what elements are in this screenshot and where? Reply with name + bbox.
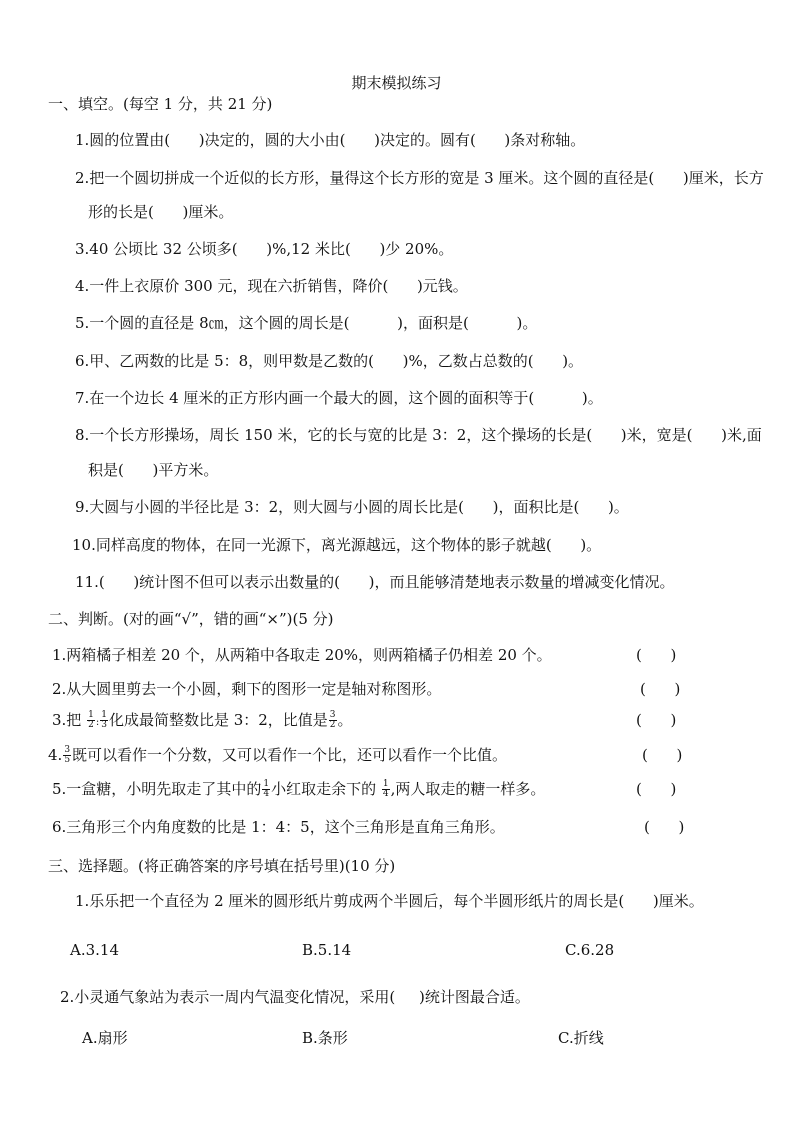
fraction [100, 711, 108, 730]
item-text: 小红取走余下的 [271, 780, 381, 798]
item-text: 4. [48, 746, 63, 764]
fill-blank-item: 1.圆的位置由( )决定的，圆的大小由( )决定的。圆有( )条对称轴。 [75, 131, 586, 149]
fraction [262, 780, 270, 799]
fraction-denominator: 2 [88, 719, 94, 730]
fraction-denominator: 5 [64, 754, 71, 765]
choice-question: 1.乐乐把一个直径为 2 厘米的圆形纸片剪成两个半圆后，每个半圆形纸片的周长是( )厘米。 [75, 892, 704, 910]
fill-blank-item: 10.同样高度的物体，在同一光源下，离光源越远，这个物体的影子就越( )。 [72, 536, 602, 554]
choice-option-b: B.5.14 [302, 941, 352, 959]
fill-blank-item: 2.把一个圆切拼成一个近似的长方形，量得这个长方形的宽是 3 厘米。这个圆的直径是( )厘米，长方 [75, 169, 764, 187]
fraction-denominator: 4 [382, 788, 389, 799]
fill-blank-item: 11.( )统计图不但可以表示出数量的( )，而且能够清楚地表示数量的增减变化情况。 [75, 573, 675, 591]
choice-option-a: A.3.14 [70, 941, 119, 959]
fill-blank-item: 3.40 公顷比 32 公顷多( )%,12 米比( )少 20%。 [75, 240, 454, 258]
page-title: 期末模拟练习 [351, 74, 442, 92]
choice-option-c: C.6.28 [565, 941, 615, 959]
answer-bracket: ( ) [642, 746, 683, 764]
fraction-numerator: 3 [329, 709, 336, 720]
choice-option-a: A.扇形 [82, 1029, 128, 1047]
fraction-numerator: 1 [88, 709, 94, 720]
judgement-item: 2.从大圆里剪去一个小圆，剩下的图形一定是轴对称图形。 [52, 680, 442, 698]
choice-option-c: C.折线 [558, 1029, 604, 1047]
answer-bracket: ( ) [636, 711, 677, 729]
fraction [382, 780, 390, 799]
fraction-denominator: 3 [101, 719, 107, 730]
fill-blank-item: 5.一个圆的直径是 8㎝，这个圆的周长是( )，面积是( )。 [75, 314, 538, 332]
choice-question: 2.小灵通气象站为表示一周内气温变化情况，采用( )统计图最合适。 [60, 988, 530, 1006]
item-text: 化成最简整数比是 3：2，比值是 [108, 711, 328, 729]
fill-blank-item-continued: 形的长是( )厘米。 [88, 203, 234, 221]
judgement-item: 6.三角形三个内角度数的比是 1：4：5，这个三角形是直角三角形。 [52, 818, 505, 836]
fraction-numerator: 1 [382, 778, 389, 789]
section-heading: 二、判断。(对的画“√”，错的画“×”)(5 分) [48, 610, 334, 628]
fraction [329, 711, 337, 730]
fill-blank-item: 9.大圆与小圆的半径比是 3：2，则大圆与小圆的周长比是( )，面积比是( )。 [75, 498, 629, 516]
answer-bracket: ( ) [636, 646, 677, 664]
item-text: 。 [337, 711, 353, 729]
fill-blank-item-continued: 积是( )平方米。 [88, 461, 219, 479]
item-text: ,两人取走的糖一样多。 [390, 780, 546, 798]
fraction [87, 711, 95, 730]
answer-bracket: ( ) [644, 818, 685, 836]
judgement-item: 1.两箱橘子相差 20 个，从两箱中各取走 20%，则两箱橘子仍相差 20 个。 [52, 646, 552, 664]
item-text: 既可以看作一个分数，又可以看作一个比，还可以看作一个比值。 [72, 746, 508, 764]
answer-bracket: ( ) [636, 780, 677, 798]
answer-bracket: ( ) [640, 680, 681, 698]
fraction-numerator: 1 [101, 709, 107, 720]
section-heading: 一、填空。(每空 1 分，共 21 分) [48, 95, 273, 113]
fraction [63, 746, 71, 765]
fraction-numerator: 1 [263, 778, 270, 789]
judgement-item [52, 779, 545, 799]
fill-blank-item: 6.甲、乙两数的比是 5：8，则甲数是乙数的( )%，乙数占总数的( )。 [75, 352, 584, 370]
item-text: 5.一盒糖，小明先取走了其中的 [52, 780, 262, 798]
choice-option-b: B.条形 [302, 1029, 348, 1047]
ratio-colon: : [95, 717, 100, 728]
judgement-item [52, 710, 353, 730]
judgement-item [48, 745, 507, 765]
item-text: 3.把 [52, 711, 87, 729]
fill-blank-item: 8.一个长方形操场，周长 150 米，它的长与宽的比是 3：2，这个操场的长是( )米，宽是( )米,面 [75, 426, 762, 444]
fill-blank-item: 4.一件上衣原价 300 元，现在六折销售，降价( )元钱。 [75, 277, 468, 295]
fill-blank-item: 7.在一个边长 4 厘米的正方形内画一个最大的圆，这个圆的面积等于( )。 [75, 389, 603, 407]
fraction-denominator: 2 [329, 719, 336, 730]
section-heading: 三、选择题。(将正确答案的序号填在括号里)(10 分) [48, 857, 396, 875]
fraction-denominator: 4 [263, 788, 270, 799]
fraction-numerator: 3 [64, 744, 71, 755]
